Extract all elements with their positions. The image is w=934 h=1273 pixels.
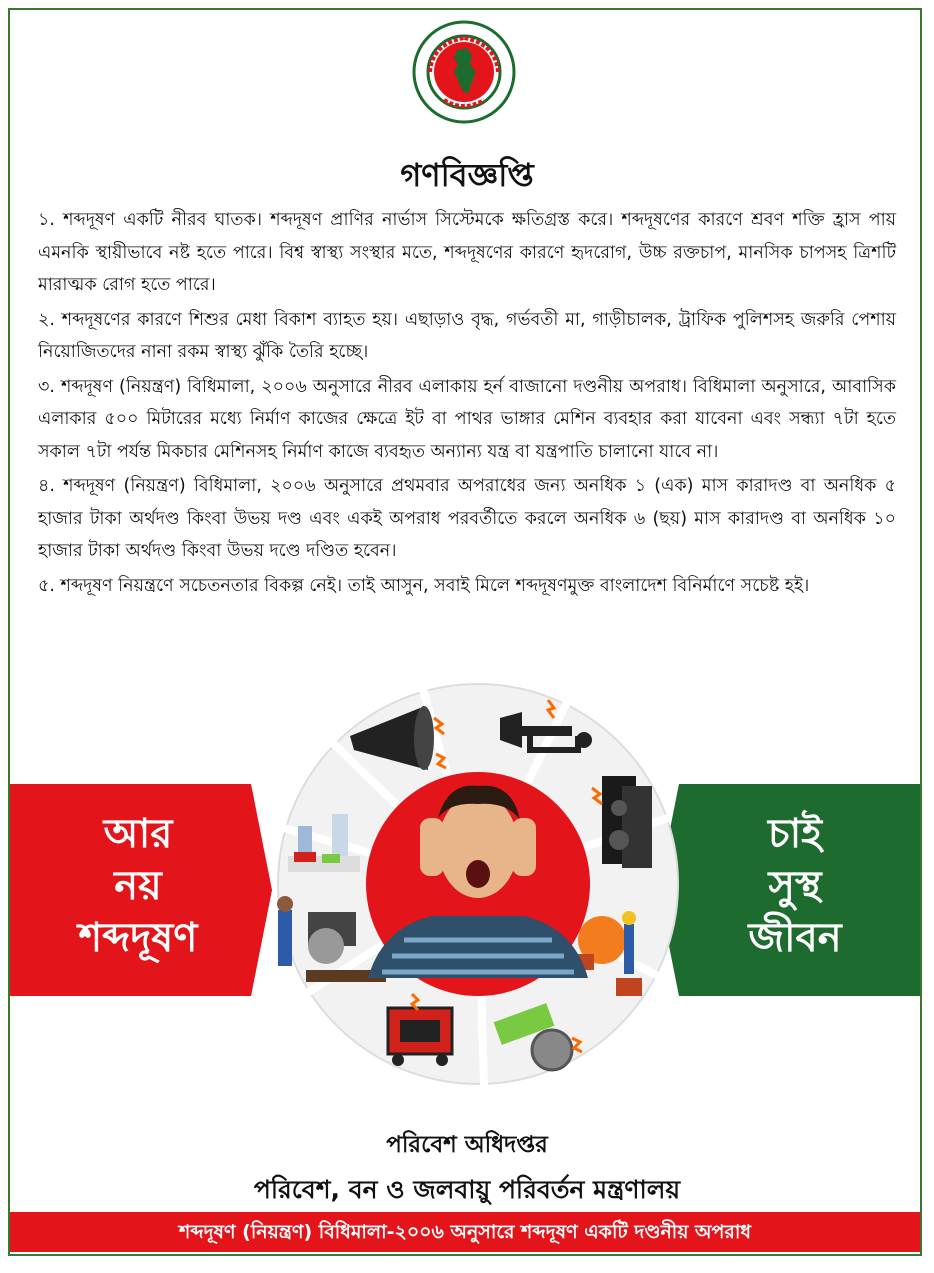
notice-paragraph-1: ১. শব্দদূষণ একটি নীরব ঘাতক। শব্দদূষণ প্রাণির নার্ভাস সিস্টেমকে ক্ষতিগ্রস্ত করে। শব্দদূষণের কারণে শ্রবণ শক্তি হ্রাস পায় এমনকি স্থায়ীভাবে নষ্ট হতে পারে। বিশ্ব স্বাস্থ্য সংস্থার মতে, শব্দদূষণের কারণে হৃদরোগ, উচ্চ রক্তচাপ, মানসিক চাপসহ ত্রিশটি মারাত্মক রোগ হতে পারে। <box>38 210 896 295</box>
government-of-bangladesh-seal-icon <box>412 20 516 124</box>
slogan-left-line-3: শব্দদূষণ <box>78 915 198 961</box>
footer-text: শব্দদূষণ (নিয়ন্ত্রণ) বিধিমালা-২০০৬ অনুসারে শব্দদূষণ একটি দণ্ডনীয় অপরাধ <box>178 1221 751 1243</box>
notice-paragraph-2: ২. শব্দদূষণের কারণে শিশুর মেধা বিকাশ ব্যাহত হয়। এছাড়াও বৃদ্ধ, গর্ভবতী মা, গাড়ীচালক, ট্রাফিক পুলিশসহ জরুরি পেশায় নিয়োজিতদের নানা রকম স্বাস্থ্য ঝুঁকি তৈরি হচ্ছে। <box>38 309 896 362</box>
slogan-right-line-2: সুস্থ <box>768 863 822 909</box>
notice-title: গণবিজ্ঞপ্তি <box>400 156 534 194</box>
slogan-right <box>680 808 910 964</box>
slogan-left <box>20 808 256 964</box>
slogan-left-line-2: নয় <box>114 863 162 909</box>
man-covering-ears-icon <box>366 772 590 996</box>
slogan-right-line-3: জীবন <box>748 915 842 961</box>
notice-body <box>38 204 896 604</box>
notice-paragraph-5: ৫. শব্দদূষণ নিয়ন্ত্রণে সচেতনতার বিকল্প নেই। তাই আসুন, সবাই মিলে শব্দদূষণমুক্ত বাংলাদেশ বিনির্মাণে সচেষ্ট হই। <box>38 575 810 596</box>
issuing-ministry: পরিবেশ, বন ও জলবায়ু পরিবর্তন মন্ত্রণালয় <box>253 1175 681 1204</box>
notice-paragraph-4: ৪. শব্দদূষণ (নিয়ন্ত্রণ) বিধিমালা, ২০০৬ অনুসারে প্রথমবার অপরাধের জন্য অনধিক ১ (এক) মাস কারাদণ্ড বা অনধিক ৫ হাজার টাকা অর্থদণ্ড কিংবা উভয় দণ্ড এবং একই অপরাধ পরবর্তীতে করলে অনধিক ৬ (ছয়) মাস কারাদণ্ড বা অনধিক ১০ হাজার টাকা অর্থদণ্ড কিংবা উভয় দণ্ডে দণ্ডিত হবেন। <box>38 476 896 561</box>
slogan-left-line-1: আর <box>103 811 173 857</box>
notice-paragraph-3: ৩. শব্দদূষণ (নিয়ন্ত্রণ) বিধিমালা, ২০০৬ অনুসারে নীরব এলাকায় হর্ন বাজানো দণ্ডনীয় অপরাধ। বিধিমালা অনুসারে, আবাসিক এলাকার ৫০০ মিটারের মধ্যে নির্মাণ কাজের ক্ষেত্রে ইট বা পাথর ভাঙ্গার মেশিন ব্যবহার করা যাবেনা এবং সন্ধ্যা ৭টা হতে সকাল ৭টা পর্যন্ত মিকচার মেশিনসহ নির্মাণ কাজে ব্যবহৃত অন্যান্য যন্ত্র বা যন্ত্রপাতি চালানো যাবে না। <box>38 376 896 462</box>
slogan-right-line-1: চাই <box>768 811 822 857</box>
noise-sources-wheel <box>272 678 684 1090</box>
issuing-department: পরিবেশ অধিদপ্তর <box>386 1132 548 1158</box>
